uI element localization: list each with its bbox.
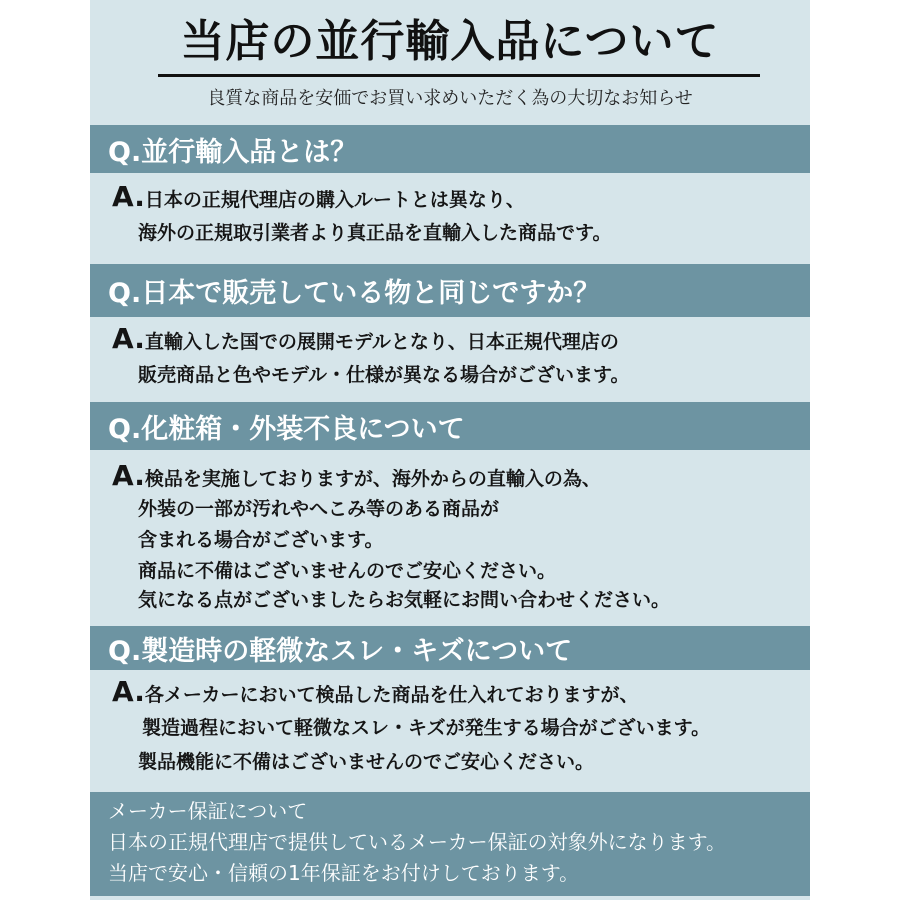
page-title: 当店の並行輸入品について [180, 16, 720, 67]
page-subtitle: 良質な商品を安価でお買い求めいただく為の大切なお知らせ [207, 88, 693, 109]
answer-line: 気になる点がございましたらお気軽にお問い合わせください。 [138, 589, 671, 611]
answer-block-4 [112, 677, 802, 787]
question-bar-2: Q.日本で販売している物と同じですか？ [90, 264, 810, 317]
answer-block-2 [112, 324, 802, 398]
answer-line: 製品機能に不備はございませんのでご安心ください。 [138, 751, 595, 773]
footer-line-2: 当店で安心・信頼の1年保証をお付けしております。 [108, 861, 580, 885]
answer-line: 外装の一部が汚れやへこみ等のある商品が [138, 498, 500, 520]
answer-mark: A. [112, 180, 145, 213]
answer-block-3 [112, 461, 802, 621]
answer-mark: A. [112, 675, 145, 708]
footer-heading: メーカー保証について [108, 799, 308, 823]
answer-mark: A. [112, 322, 145, 355]
answer-line: 海外の正規取引業者より真正品を直輸入した商品です。 [138, 222, 612, 244]
question-bar-4: Q.製造時の軽微なスレ・キズについて [90, 626, 810, 670]
answer-line: 検品を実施しておりますが、海外からの直輸入の為、 [144, 468, 601, 490]
answer-line: 販売商品と色やモデル・仕様が異なる場合がございます。 [138, 364, 630, 386]
warranty-footer [90, 792, 810, 896]
notice-panel [90, 0, 810, 900]
answer-block-1 [112, 182, 802, 262]
answer-line: 直輸入した国での展開モデルとなり、日本正規代理店の [144, 331, 619, 353]
footer-line-1: 日本の正規代理店で提供しているメーカー保証の対象外になります。 [108, 830, 726, 854]
question-bar-1: Q.並行輸入品とは？ [90, 125, 810, 173]
answer-line: 商品に不備はございませんのでご安心ください。 [138, 560, 557, 582]
answer-line: 含まれる場合がございます。 [138, 529, 384, 551]
question-bar-3: Q.化粧箱・外装不良について [90, 402, 810, 450]
answer-mark: A. [112, 459, 145, 492]
answer-line: 日本の正規代理店の購入ルートとは異なり、 [144, 189, 525, 211]
title-underline [158, 74, 760, 77]
answer-line: 各メーカーにおいて検品した商品を仕入れておりますが、 [144, 684, 639, 706]
answer-line: 製造過程において軽微なスレ・キズが発生する場合がございます。 [142, 717, 711, 739]
